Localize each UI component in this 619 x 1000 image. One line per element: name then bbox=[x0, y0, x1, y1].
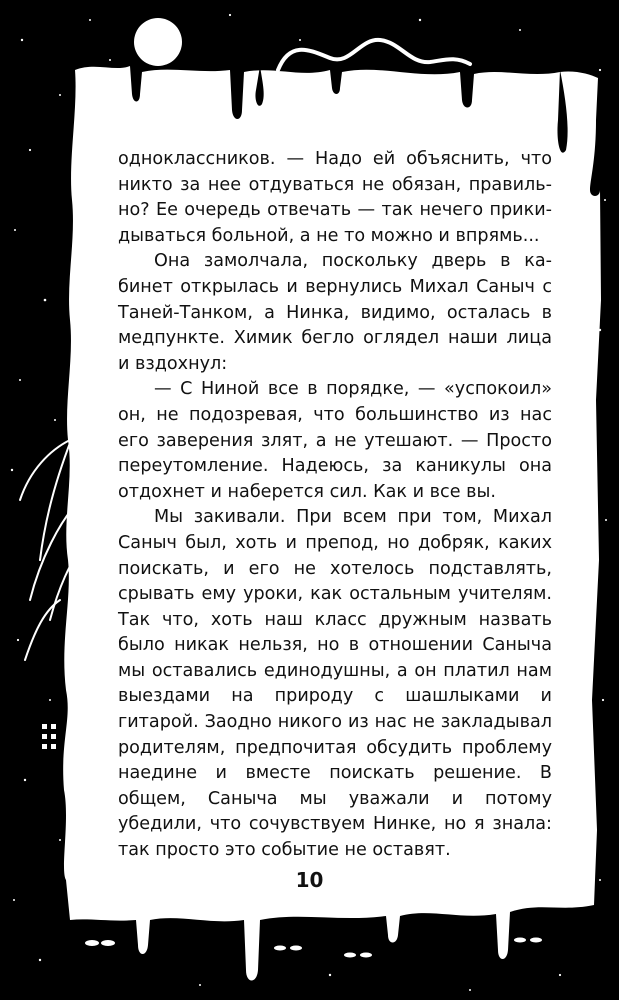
paragraph: Мы закивали. При всем при том, Михал Саныч был, хоть и препод, но добряк, каких поискать, и его не хотелось подставлять, срывать ему уроки, как остальным учителям. Так что, хоть наш класс дружным назвать было никак нельзя, но в отношении Саныча мы оставались единодушны, а он платил нам выездами на природу с шашлыками и гитарой. Заодно никого из нас не закладывал родителям, предпочитая обсудить проблему наедине и вместе поискать решение. В общем, Саныча мы уважали и потому убедили, что сочувствуем Нинке, но я знала: так просто это событие не оставят. bbox=[118, 507, 552, 861]
snake-icon bbox=[278, 40, 470, 70]
house-window-icon bbox=[42, 724, 56, 749]
page-number: 10 bbox=[295, 868, 324, 892]
paragraph: — С Ниной все в порядке, — «успокоил» он, не подозревая, что большинство из нас его заверения злят, а не утешают. — Просто переутомление. Надеюсь, за каникулы она отдохнет и наберется сил. Как и все вы. bbox=[118, 379, 552, 502]
moon-icon bbox=[134, 18, 182, 66]
paragraph: Она замолчала, поскольку дверь в кабинет открылась и вернулись Михал Саныч с Таней-Танком, а Нинка, видимо, осталась в медпункте. Химик бегло оглядел наши лица и вздохнул: bbox=[118, 251, 552, 374]
paragraph: одноклассников. — Надо ей объяснить, что никто за нее отдуваться не обязан, правильно? Ее очередь отвечать — так нечего прикидываться больной, а не то можно и впрямь... bbox=[118, 149, 552, 246]
eyes-icon bbox=[85, 938, 542, 958]
body-text bbox=[118, 147, 552, 864]
